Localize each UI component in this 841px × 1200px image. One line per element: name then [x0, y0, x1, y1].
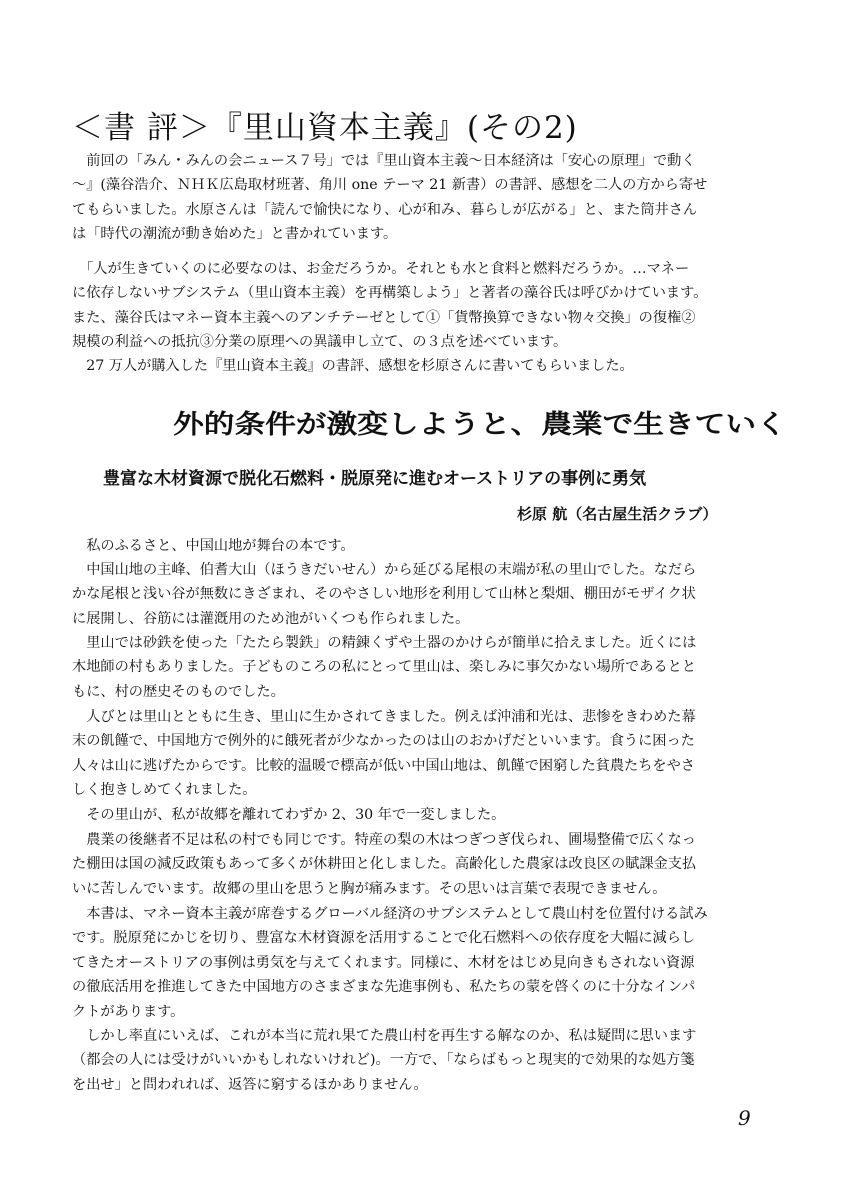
text-line: の徹底活用を推進してきた中国地方のさまざまな先進事例も、私たちの蒙を啓くのに十分なインパ [72, 979, 696, 996]
article-paragraph [72, 1024, 772, 1097]
article-byline: 杉原 航（名古屋生活クラブ） [517, 505, 718, 523]
text-line: を出せ」と問われれば、返答に窮するほかありません。 [72, 1076, 428, 1093]
text-line: 規模の利益への抵抗③分業の原理への異議申し立て、の３点を述べています。 [72, 334, 568, 351]
text-line: しく抱きしめてくれました。 [72, 782, 257, 799]
text-line: 本書は、マネー資本主義が席巻するグローバル経済のサブシステムとして農山村を位置付ける試み [72, 906, 708, 922]
text-line: 「人が生きていくのに必要なのは、お金だろうか。それとも水と食料と燃料だろうか。…マネー [72, 261, 690, 277]
text-line: てもらいました。水原さんは「読んで愉快になり、心が和み、暮らしが広がる」と、また筒井さん [72, 201, 698, 218]
review-quote-paragraph [72, 257, 772, 355]
text-line: 前回の「みん・みんの会ニュース７号」では『里山資本主義～日本経済は「安心の原理」で動く [72, 153, 696, 169]
text-line: です。脱原発にかじを切り、豊富な木材資源を活用することで化石燃料への依存度を大幅に減らし [72, 930, 696, 947]
review-title: ＜書 評＞『里山資本主義』(その2) [72, 110, 578, 146]
text-line: ～』(藻谷浩介、ＮＨＫ広島取材班著、角川 one テーマ 21 新書）の書評、感想を二人の方から寄せ [72, 177, 708, 194]
text-line: （都会の人には受けがいいかもしれないけれど)。一方で、「ならばもっと現実的で効果的な処方箋 [72, 1052, 695, 1069]
article-paragraph [72, 534, 772, 558]
text-line: 人々は山に逃げたからです。比較的温暖で標高が低い中国山地は、飢饉で困窮した貧農たちをやさ [72, 757, 695, 774]
text-line: 27 万人が購入した『里山資本主義』の書評、感想を杉原さんに書いてもらいました。 [72, 358, 634, 374]
text-line: クトがあります。 [72, 1003, 185, 1020]
page-number: 9 [738, 1106, 751, 1130]
text-line: てきたオーストリアの事例は勇気を与えてくれます。同様に、木材をはじめ見向きもされない資源 [72, 954, 695, 971]
article-paragraph [72, 631, 772, 704]
text-line: 人びとは里山とともに生き、里山に生かされてきました。例えば沖浦和光は、悲惨をきわめた幕 [72, 709, 696, 725]
text-line: その里山が、私が故郷を離れてわずか 2、30 年で一変しました。 [72, 807, 506, 823]
text-line: かな尾根と浅い谷が無数にきざまれ、そのやさしい地形を利用して山林と梨畑、棚田がモザイク状 [72, 586, 696, 603]
article-paragraph [72, 828, 772, 901]
text-line: また、藻谷氏はマネー資本主義へのアンチテーゼとして①「貨幣換算できない物々交換」の復権② [72, 309, 696, 326]
text-line: 中国山地の主峰、伯耆大山（ほうきだいせん）から延びる尾根の末端が私の里山でした。なだら [72, 562, 697, 578]
article-paragraph [72, 902, 772, 1024]
article-paragraph [72, 705, 772, 803]
text-line: 農業の後継者不足は私の村でも同じです。特産の梨の木はつぎつぎ伐られ、圃場整備で広くなっ [72, 832, 696, 848]
review-intro-paragraph [72, 149, 772, 247]
text-line: は「時代の潮流が動き始めた」と書かれています。 [72, 226, 398, 243]
article-headline: 外的条件が激変しようと、農業で生きていく [173, 410, 787, 440]
text-line: に依存しないサブシステム（里山資本主義）を再構築しよう」と著者の藻谷氏は呼びかけています。 [72, 285, 708, 302]
text-line: しかし率直にいえば、これが本当に荒れ果てた農山村を再生する解なのか、私は疑問に思います [72, 1028, 697, 1044]
text-line: た棚田は国の減反政策もあって多くが休耕田と化しました。高齢化した農家は改良区の賦課金支払 [72, 856, 697, 873]
article-paragraph [72, 803, 772, 827]
article-paragraph [72, 558, 772, 631]
text-line: もに、村の歴史そのものでした。 [72, 683, 285, 700]
text-line: 私のふるさと、中国山地が舞台の本です。 [72, 538, 355, 554]
text-line: 里山では砂鉄を使った「たたら製鉄」の精錬くずや土器のかけらが簡単に拾えました。近くには [72, 635, 697, 651]
review-note-paragraph [72, 354, 772, 378]
text-line: いに苦しんでいます。故郷の里山を思うと胸が痛みます。その思いは言葉で表現できません。 [72, 880, 667, 897]
text-line: 木地師の村もありました。子どものころの私にとって里山は、楽しみに事欠かない場所であるとと [72, 659, 696, 676]
article-subheadline: 豊富な木材資源で脱化石燃料・脱原発に進むオーストリアの事例に勇気 [103, 469, 647, 489]
text-line: に展開し、谷筋には灌漑用のため池がいくつも作られました。 [72, 610, 470, 627]
text-line: 末の飢饉で、中国地方で例外的に餓死者が少なかったのは山のおかげだといいます。食うに困った [72, 733, 695, 750]
